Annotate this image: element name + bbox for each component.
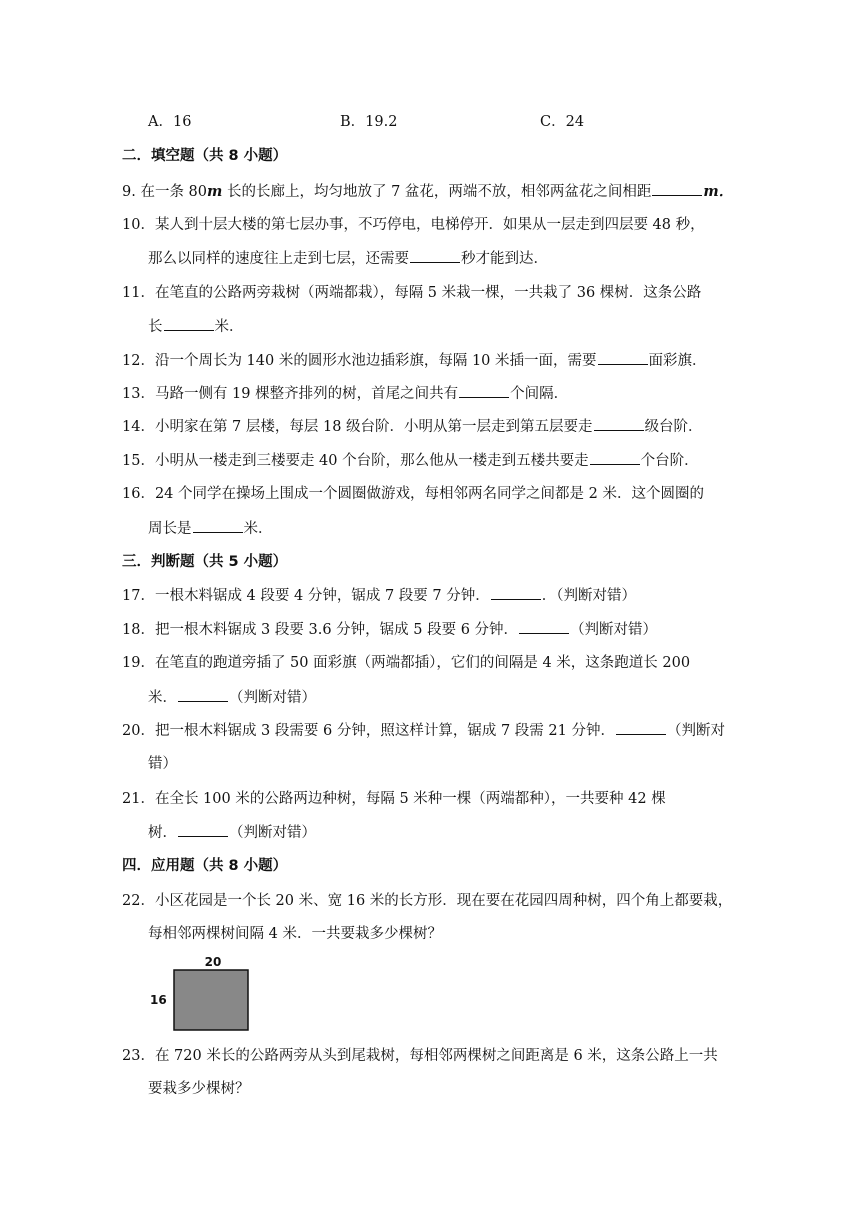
section-judge-heading: 三．判断题（共 5 小题） [122,554,288,570]
q20-text-b: （判断对 [666,723,725,739]
q13-text-b: 个间隔． [510,386,569,402]
q19-answer-blank[interactable] [178,687,228,702]
question-13 [122,383,568,404]
question-22-line1: 22．小区花园是一个长 20 米、宽 16 米的长方形．现在要在花园四周种树，四个角上都要栽， [122,893,733,909]
question-17 [122,585,636,606]
q13-answer-blank[interactable] [459,383,509,398]
question-16-line1: 16．24 个同学在操场上围成一个圆圈做游戏，每相邻两名同学之间都是 2 米．这个圆圈的 [122,486,704,502]
q14-text-b: 级台阶． [644,419,703,435]
q10-answer-blank[interactable] [410,248,460,263]
section-apply-heading: 四．应用题（共 8 小题） [122,858,288,874]
choice-b: B．19.2 [340,114,398,130]
q12-text-a: 12．沿一个周长为 140 米的圆形水池边插彩旗，每隔 10 米插一面，需要 [122,353,597,369]
q10-text-a: 那么以同样的速度往上走到七层，还需要 [148,251,409,267]
q15-answer-blank[interactable] [590,450,640,465]
question-20-line2: 错） [148,756,177,772]
garden-rectangle [174,970,248,1030]
q9-unit: m [207,183,223,200]
question-10-line1: 10．某人到十层大楼的第七层办事，不巧停电，电梯停开．如果从一层走到四层要 48 秒， [122,217,705,233]
figure-length-label: 20 [204,955,222,969]
question-20-line1 [122,720,725,741]
q14-answer-blank[interactable] [594,416,644,431]
question-21-line1: 21．在全长 100 米的公路两边种树，每隔 5 米种一棵（两端都种），一共要种 42 棵 [122,791,666,807]
q18-text-a: 18．把一根木料锯成 3 段要 3.6 分钟，锯成 5 段要 6 分钟． [122,622,519,638]
q11-answer-blank[interactable] [164,316,214,331]
question-11-line1: 11．在笔直的公路两旁栽树（两端都栽），每隔 5 米栽一棵，一共栽了 36 棵树．这条公路 [122,285,702,301]
q12-text-b: 面彩旗． [648,353,707,369]
q10-text-b: 秒才能到达． [461,251,548,267]
question-23-line1: 23．在 720 米长的公路两旁从头到尾栽树，每相邻两棵树之间距离是 6 米，这条公路上一共 [122,1048,718,1064]
question-16-line2 [148,518,273,539]
q17-text-a: 17．一根木料锯成 4 段要 4 分钟，锯成 7 段要 7 分钟． [122,588,490,604]
q11-text-b: 米． [214,319,244,335]
q12-answer-blank[interactable] [598,350,648,365]
choice-a: A．16 [148,114,192,130]
q18-answer-blank[interactable] [519,619,569,634]
q9-text2: 长的长廊上，均匀地放了 7 盆花，两端不放，相邻两盆花之间相距 [222,184,652,200]
q17-text-b: ．（判断对错） [541,588,636,604]
question-10-line2 [148,248,548,269]
question-12 [122,350,707,371]
choice-c: C．24 [540,114,585,130]
q20-text-a: 20．把一根木料锯成 3 段需要 6 分钟，照这样计算，锯成 7 段需 21 分钟． [122,723,615,739]
q15-text-a: 15．小明从一楼走到三楼要走 40 个台阶，那么他从一楼走到五楼共要走 [122,453,589,469]
q19-text-b: （判断对错） [229,690,316,706]
q9-answer-blank[interactable] [652,181,702,196]
q14-text-a: 14．小明家在第 7 层楼，每层 18 级台阶．小明从第一层走到第五层要走 [122,419,593,435]
q16-text-b: 米． [243,521,273,537]
q9-tail: m． [703,183,734,200]
section-fill-heading: 二．填空题（共 8 小题） [122,148,288,164]
q21-answer-blank[interactable] [178,822,228,837]
q21-text-b: （判断对错） [229,825,316,841]
q11-text-a: 长 [148,319,163,335]
q16-text-a: 周长是 [148,521,192,537]
q16-answer-blank[interactable] [193,518,243,533]
q18-text-b: （判断对错） [570,622,658,638]
question-11-line2 [148,316,244,337]
figure-width-label: 16 [150,993,167,1007]
question-14 [122,416,703,437]
question-9 [122,181,733,202]
q20-answer-blank[interactable] [616,720,666,735]
question-15 [122,450,699,471]
question-18 [122,619,657,640]
q9-text: 9. 在一条 80 [122,184,208,200]
question-21-line2 [148,822,316,843]
question-23-line2: 要栽多少棵树？ [148,1081,250,1097]
q17-answer-blank[interactable] [491,585,541,600]
q21-text-a: 树． [148,825,177,841]
q13-text-a: 13．马路一侧有 19 棵整齐排列的树，首尾之间共有 [122,386,459,402]
question-22-line2: 每相邻两棵树间隔 4 米．一共要栽多少棵树？ [148,926,442,942]
rectangle-figure [148,952,258,1036]
q19-text-a: 米． [148,690,177,706]
question-19-line2 [148,687,316,708]
q15-text-b: 个台阶． [640,453,699,469]
question-19-line1: 19．在笔直的跑道旁插了 50 面彩旗（两端都插），它们的间隔是 4 米，这条跑道长 200 [122,655,691,671]
